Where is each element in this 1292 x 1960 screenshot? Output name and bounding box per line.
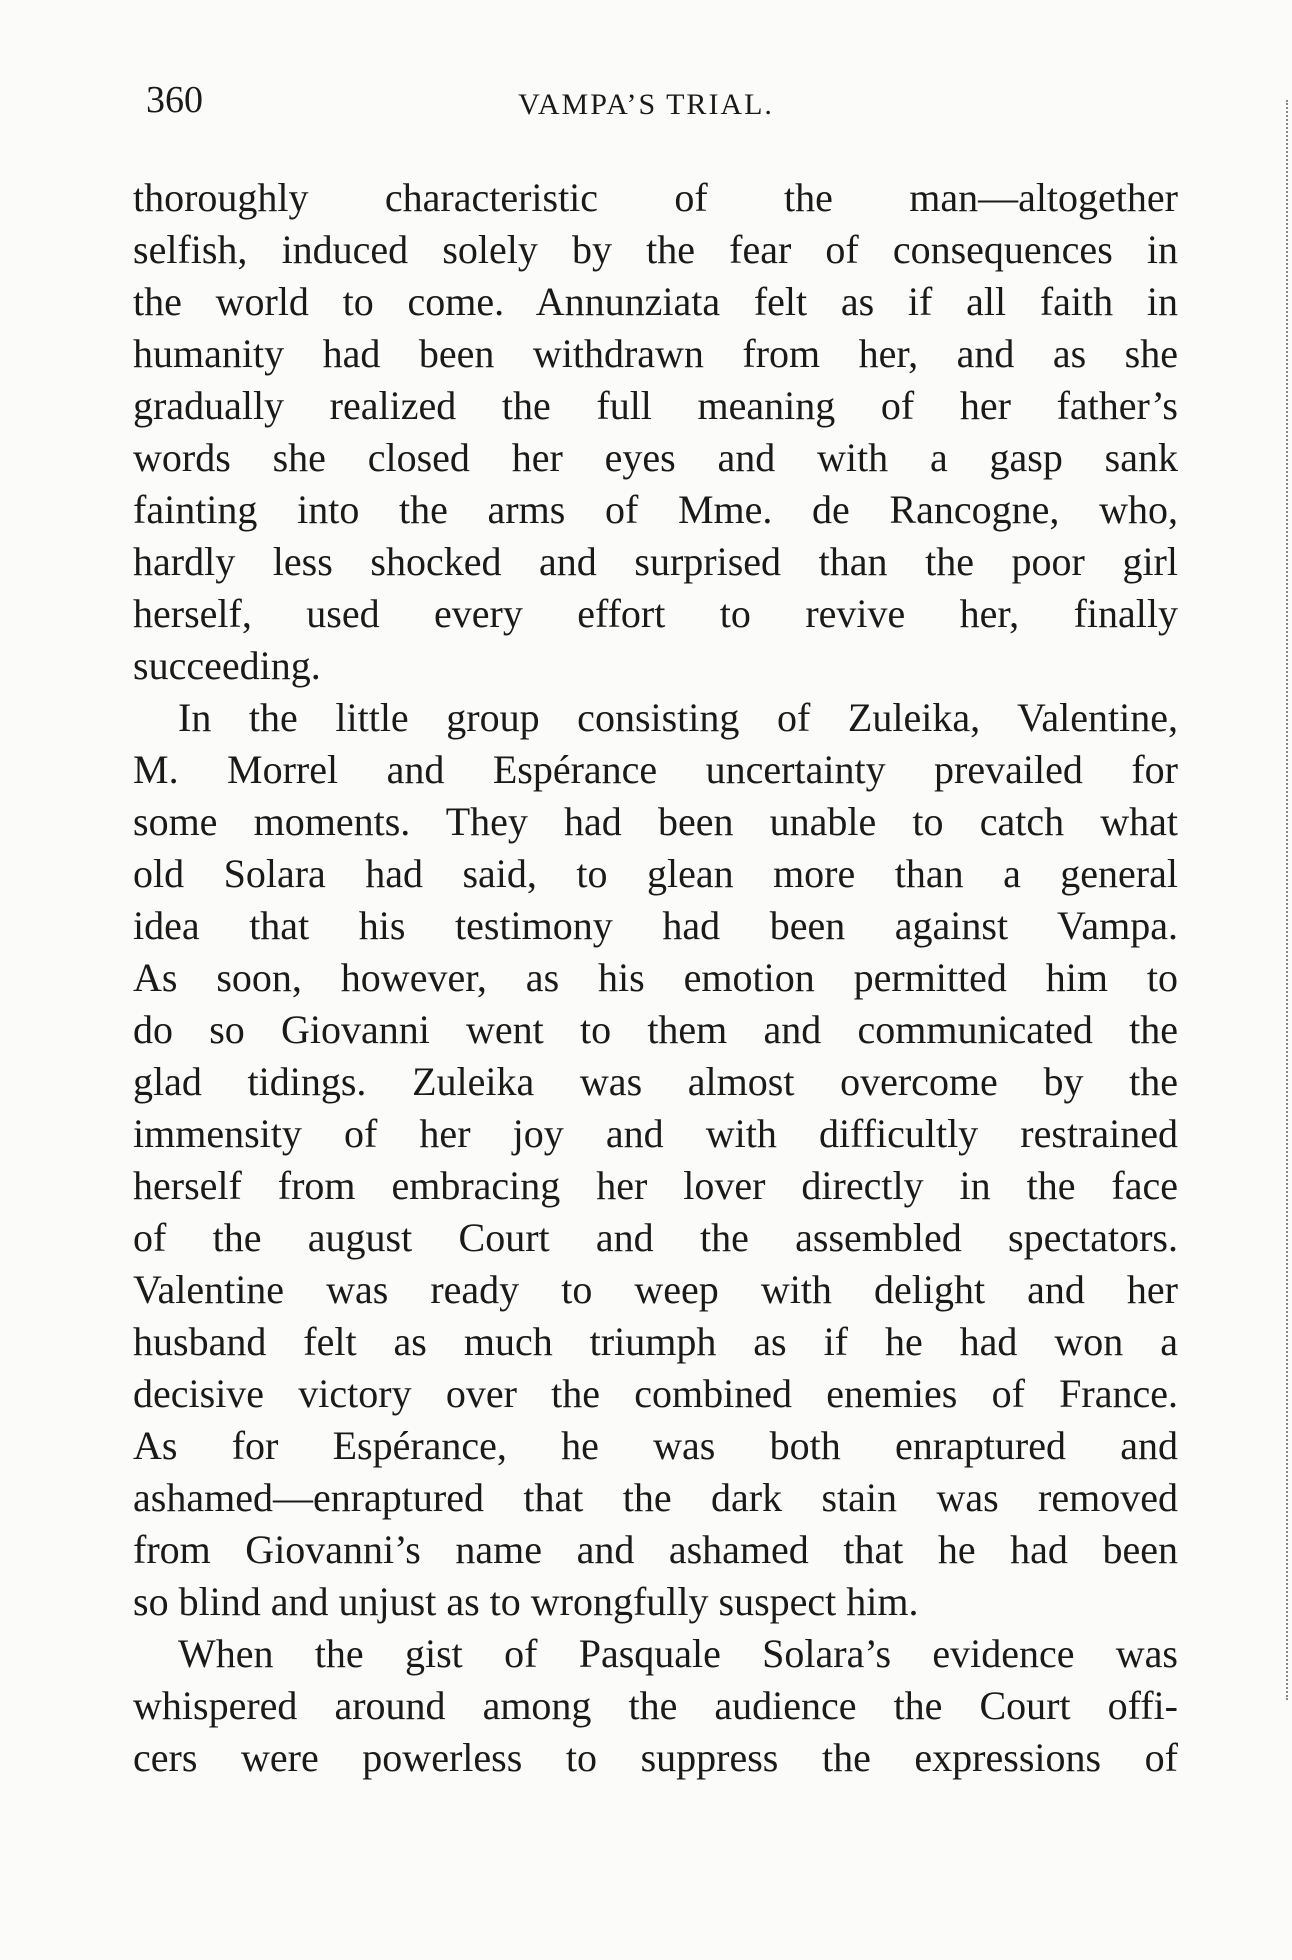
text-line: herself from embracing her lover directly in the face <box>133 1163 1178 1208</box>
text-line: old Solara had said, to glean more than a general <box>133 851 1178 896</box>
text-line: idea that his testimony had been against Vampa. <box>133 903 1178 948</box>
text-line: whispered around among the audience the Court offi- <box>133 1683 1178 1728</box>
paragraph <box>133 1628 1178 1784</box>
running-title: VAMPA’S TRIAL. <box>518 88 774 121</box>
text-line: selfish, induced solely by the fear of consequences in <box>133 227 1178 272</box>
text-line: gradually realized the full meaning of her father’s <box>133 383 1178 428</box>
page-edge <box>1286 100 1292 1700</box>
text-line: decisive victory over the combined enemies of France. <box>133 1371 1178 1416</box>
text-line: of the august Court and the assembled spectators. <box>133 1215 1178 1260</box>
text-line: husband felt as much triumph as if he had won a <box>133 1319 1178 1364</box>
text-line: the world to come. Annunziata felt as if all faith in <box>133 279 1178 324</box>
text-line: cers were powerless to suppress the expressions of <box>133 1735 1178 1780</box>
text-line: When the gist of Pasquale Solara’s evidence was <box>178 1631 1178 1676</box>
text-line: As for Espérance, he was both enraptured and <box>133 1423 1178 1468</box>
text-line: In the little group consisting of Zuleika, Valentine, <box>178 695 1178 740</box>
text-line: hardly less shocked and surprised than the poor girl <box>133 539 1178 584</box>
text-line: words she closed her eyes and with a gasp sank <box>133 435 1178 480</box>
text-line: ashamed—enraptured that the dark stain was removed <box>133 1475 1178 1520</box>
page-number: 360 <box>146 79 203 121</box>
text-line: glad tidings. Zuleika was almost overcome by the <box>133 1059 1178 1104</box>
text-line: As soon, however, as his emotion permitted him to <box>133 955 1178 1000</box>
text-line: so blind and unjust as to wrongfully suspect him. <box>133 1579 919 1624</box>
text-line: succeeding. <box>133 643 321 688</box>
paragraph <box>133 172 1178 692</box>
paragraph <box>133 692 1178 1628</box>
text-line: fainting into the arms of Mme. de Rancogne, who, <box>133 487 1178 532</box>
text-line: Valentine was ready to weep with delight and her <box>133 1267 1178 1312</box>
text-line: from Giovanni’s name and ashamed that he had been <box>133 1527 1178 1572</box>
text-line: M. Morrel and Espérance uncertainty prevailed for <box>133 747 1178 792</box>
text-line: thoroughly characteristic of the man—altogether <box>133 175 1178 220</box>
text-line: humanity had been withdrawn from her, and as she <box>133 331 1178 376</box>
text-line: some moments. They had been unable to catch what <box>133 799 1178 844</box>
text-line: herself, used every effort to revive her, finally <box>133 591 1178 636</box>
body-text <box>133 172 1178 1784</box>
text-line: immensity of her joy and with difficultly restrained <box>133 1111 1178 1156</box>
text-line: do so Giovanni went to them and communicated the <box>133 1007 1178 1052</box>
